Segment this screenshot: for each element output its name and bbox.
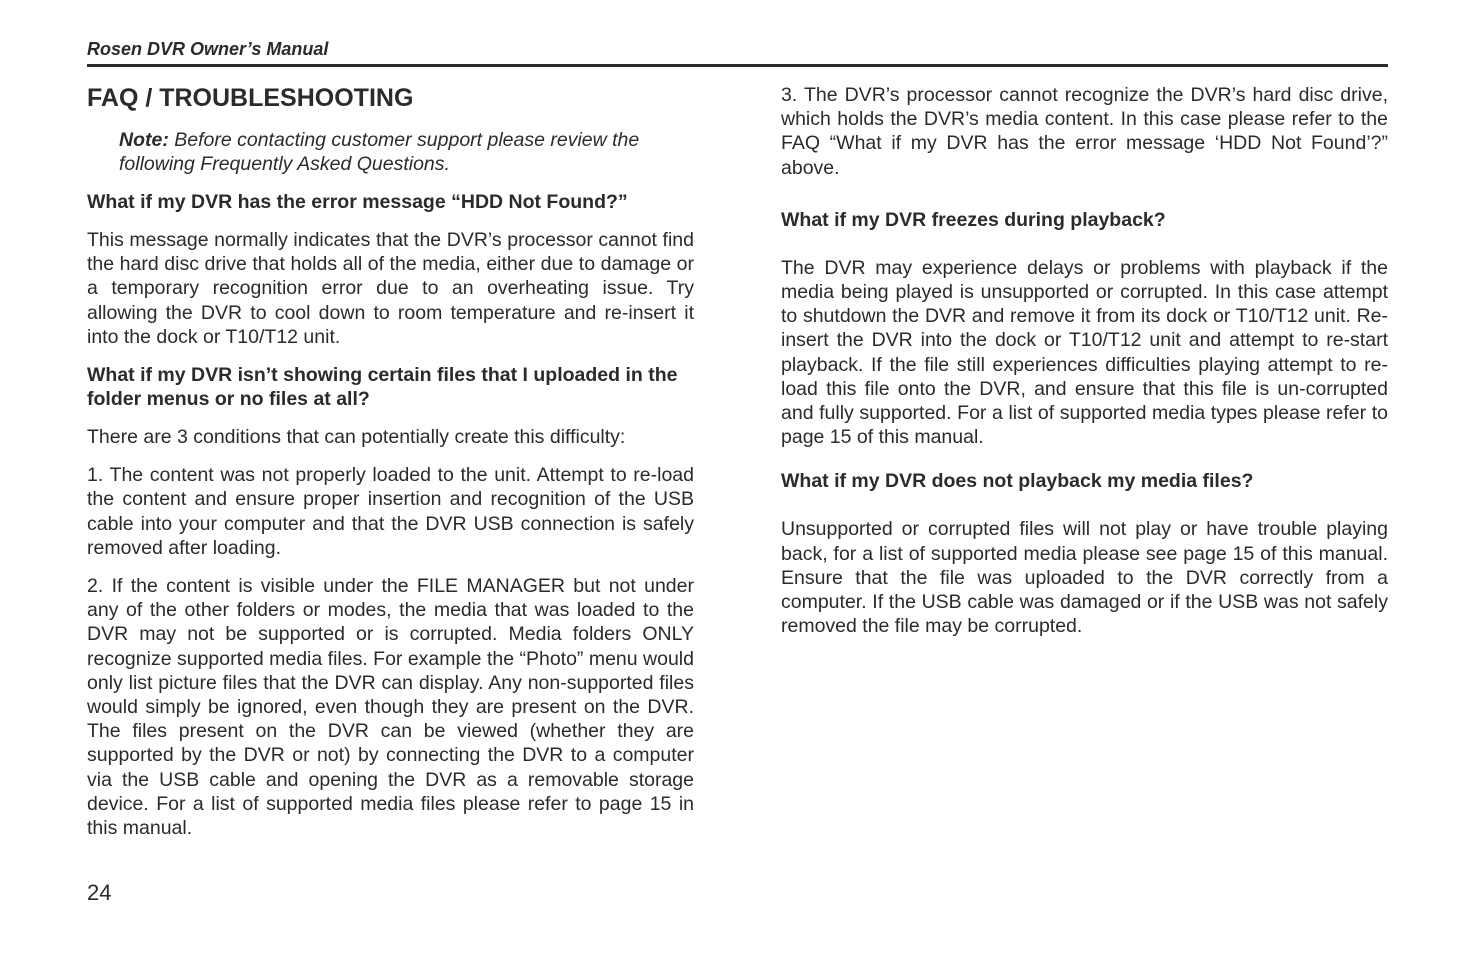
manual-title: Rosen DVR Owner’s Manual [87,39,329,59]
answer-files-intro: There are 3 conditions that can potentially create this difficulty: [87,426,626,449]
page-number: 24 [87,880,112,905]
question-hdd-not-found: What if my DVR has the error message “HDD Not Found?” [87,191,628,213]
answer-no-playback: Unsupported or corrupted files will not play or have trouble playing back, for a list of supported media please see page 15 of this manual. Ensure that the file was uploaded to the DVR correctly from a computer. If the USB cable was damaged or if the USB was not safely removed the file may be corrupted. [781,518,1388,638]
condition-1: 1. The content was not properly loaded to the unit. Attempt to re-load the content and ensure proper insertion and recognition of the USB cable into your computer and that the DVR USB connection is safely removed after loading. [87,464,694,559]
page-title: FAQ / TROUBLESHOOTING [87,84,414,112]
question-freezes-playback: What if my DVR freezes during playback? [781,208,1166,231]
note-text: Before contacting customer support please review the following Frequently Asked Questions. [119,129,640,175]
condition-2: 2. If the content is visible under the FILE MANAGER but not under any of the other folders or modes, the media that was loaded to the DVR may not be supported or is corrupted. Media folders ONLY recognize supported media files. For example the “Photo” menu would only list picture files that the DVR can display. Any non-supported files would simply be ignored, even though they are present on the DVR. The files present on the DVR can be viewed (whether they are supported by the DVR or not) by connecting the DVR to a computer via the USB cable and opening the DVR as a removable storage device. For a list of supported media files please refer to page 15 in this manual. [87,575,694,840]
note-block [119,128,694,176]
right-column [781,83,1388,658]
answer-hdd-not-found: This message normally indicates that the DVR’s processor cannot find the hard disc drive that holds all of the media, either due to damage or a temporary recognition error due to an overheating issue. Try allowing the DVR to cool down to room temperature and re-insert it into the dock or T10/T12 unit. [87,229,694,348]
question-no-playback: What if my DVR does not playback my media files? [781,470,1254,493]
answer-freezes-playback: The DVR may experience delays or problems with playback if the media being played is unsupported or corrupted. In this case attempt to shutdown the DVR and remove it from its dock or T10/T12 unit. Re-insert the DVR into the dock or T10/T12 unit and attempt to re-start playback. If the file still experiences difficulties playing attempt to re-load this file onto the DVR, and ensure that this file is un-corrupted and fully supported. For a list of supported media types please refer to page 15 of this manual. [781,256,1388,449]
left-column [87,80,694,854]
header-divider [87,64,1388,67]
note-label: Note: [119,129,169,151]
question-files-not-showing: What if my DVR isn’t showing certain files that I uploaded in the folder menus or no files at all? [87,364,678,411]
condition-3: 3. The DVR’s processor cannot recognize the DVR’s hard disc drive, which holds the DVR’s media content. In this case please refer to the FAQ “What if my DVR has the error message ‘HDD Not Found’?” above. [781,84,1388,179]
